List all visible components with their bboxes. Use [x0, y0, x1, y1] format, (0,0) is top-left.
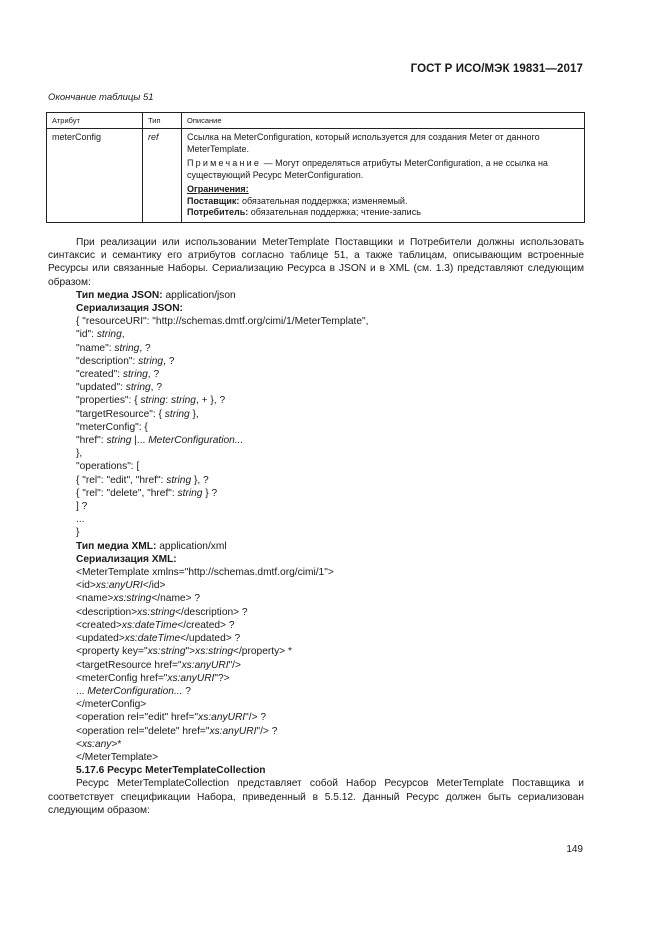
cell-attribute: meterConfig [47, 129, 143, 223]
page-number: 149 [566, 844, 583, 855]
table-caption: Окончание таблицы 51 [48, 92, 154, 103]
provider-label: Поставщик: [187, 195, 240, 206]
json-code-line: "targetResource": { string }, [76, 408, 199, 420]
json-media-label: Тип медиа JSON: [76, 289, 163, 301]
note-text: — Могут определяться атрибуты MeterConfiguration, а не ссылка на существующий Ресурс MeterConfiguration. [187, 158, 548, 180]
json-code-line: }, [76, 448, 83, 460]
intro-paragraph: При реализации или использовании MeterTemplate Поставщики и Потребители должны использовать синтаксис и семантику его атрибутов согласно таблице 51, а также таблицам, описывающим встроенные Ресурсы или связанные Наборы. Сериализацию Ресурса в JSON и в XML (см. 1.3) представляют следующим образом: [48, 237, 584, 288]
json-code-line: { "rel": "delete", "href": string } ? [76, 487, 218, 499]
json-code-line: "created": string, ? [76, 369, 160, 381]
body-text [48, 236, 584, 817]
provider-text: обязательная поддержка; изменяемый. [239, 195, 408, 206]
json-code-block [48, 315, 584, 539]
xml-code-line: <updated>xs:dateTime</updated> ? [76, 633, 241, 645]
type-value: ref [148, 132, 159, 142]
xml-code-line: <name>xs:string</name> ? [76, 593, 201, 605]
xml-code-line: <operation rel="edit" href="xs:anyURI"/> ? [76, 712, 267, 724]
xml-code-line: ... MeterConfiguration... ? [76, 685, 191, 697]
json-code-line: { "resourceURI": "http://schemas.dmtf.org/cimi/1/MeterTemplate", [76, 316, 369, 328]
section-paragraph: Ресурс MeterTemplateCollection представляет собой Набор Ресурсов MeterTemplate Поставщика и соответствует спецификации Набора, приведенный в 5.5.12. Данный Ресурс должен быть сериализован следующим образом: [48, 778, 584, 816]
xml-media-value: application/xml [156, 540, 227, 552]
json-code-line: { "rel": "edit", "href": string }, ? [76, 474, 209, 486]
xml-code-block [48, 566, 584, 764]
xml-code-line: </meterConfig> [76, 699, 147, 711]
cell-description [182, 129, 585, 223]
note-label: Примечание [187, 158, 262, 168]
xml-code-line: <id>xs:anyURI</id> [76, 580, 166, 592]
consumer-text: обязательная поддержка; чтение-запись [248, 207, 421, 217]
json-code-line: "href": string |... MeterConfiguration... [76, 435, 244, 447]
json-code-line: ... [76, 514, 85, 526]
column-header-attribute: Атрибут [47, 113, 143, 129]
section-title: Ресурс MeterTemplateCollection [104, 765, 266, 777]
xml-code-line: <property key="xs:string">xs:string</property> * [76, 646, 292, 658]
attribute-table [46, 112, 585, 223]
xml-serialization-label: Сериализация XML: [76, 553, 177, 565]
xml-media-type [48, 540, 584, 553]
xml-code-line: <targetResource href="xs:anyURI"/> [76, 659, 241, 671]
consumer-label: Потребитель: [187, 207, 249, 217]
json-code-line: } [76, 527, 80, 539]
json-code-line: "description": string, ? [76, 355, 175, 367]
json-media-type [48, 289, 584, 302]
json-code-line: "properties": { string: string, + }, ? [76, 395, 226, 407]
cell-type [143, 129, 182, 223]
column-header-type: Тип [143, 113, 182, 129]
xml-code-line: <xs:any>* [76, 738, 122, 750]
consumer-constraint [187, 207, 579, 219]
section-number: 5.17.6 [76, 765, 105, 777]
section-heading [48, 764, 584, 777]
description-text: Ссылка на MeterConfiguration, который используется для создания Meter от данного MeterTemplate. [187, 132, 540, 154]
column-header-description: Описание [182, 113, 585, 129]
standard-header: ГОСТ Р ИСО/МЭК 19831—2017 [410, 63, 583, 75]
xml-code-line: <description>xs:string</description> ? [76, 606, 248, 618]
json-code-line: "updated": string, ? [76, 382, 162, 394]
xml-code-line: <created>xs:dateTime</created> ? [76, 619, 235, 631]
json-code-line: "name": string, ? [76, 342, 151, 354]
provider-constraint [187, 196, 579, 208]
json-code-line: "operations": [ [76, 461, 140, 473]
json-code-line: "id": string, [76, 329, 125, 341]
note [187, 158, 579, 181]
xml-code-line: <meterConfig href="xs:anyURI"?> [76, 672, 230, 684]
xml-code-line: </MeterTemplate> [76, 751, 159, 763]
xml-code-line: <operation rel="delete" href="xs:anyURI"/> ? [76, 725, 278, 737]
json-media-value: application/json [162, 289, 236, 301]
json-code-line: "meterConfig": { [76, 421, 148, 433]
constraints-title: Ограничения: [187, 184, 249, 194]
json-code-line: ] ? [76, 501, 88, 513]
table-header-row [47, 113, 585, 129]
xml-media-label: Тип медиа XML: [76, 540, 157, 552]
table-row [47, 129, 585, 223]
json-serialization-label: Сериализация JSON: [76, 303, 183, 315]
xml-code-line: <MeterTemplate xmlns="http://schemas.dmtf.org/cimi/1"> [76, 567, 334, 579]
